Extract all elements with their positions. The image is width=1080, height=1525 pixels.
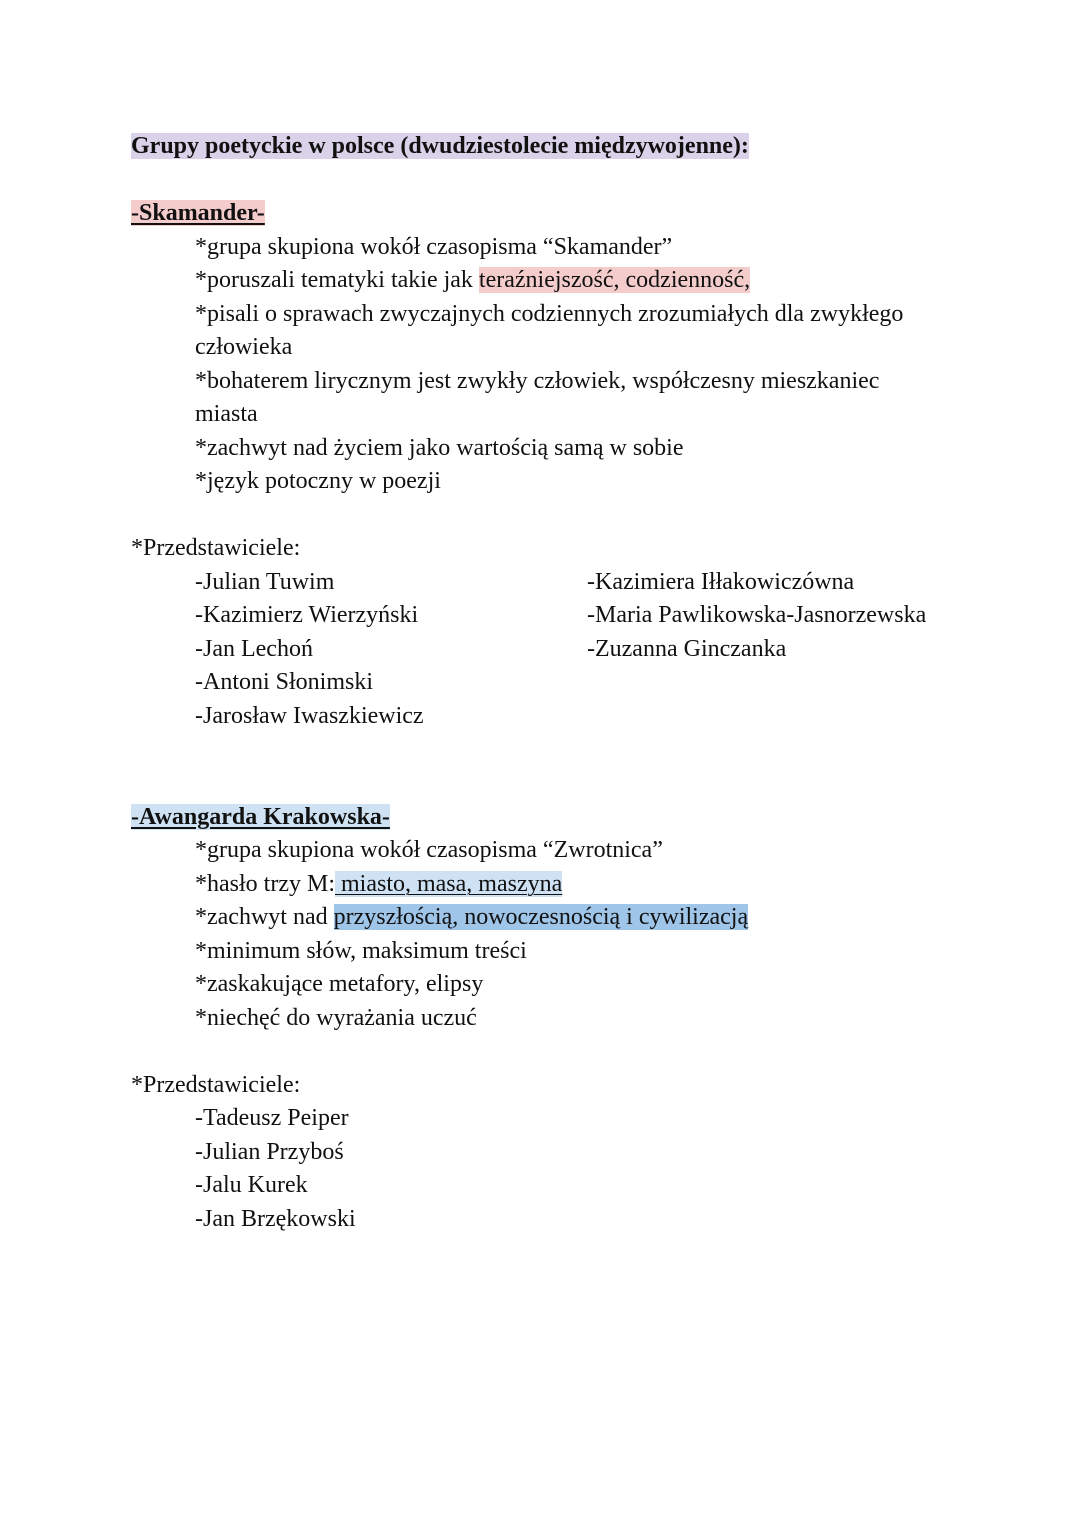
document-title (131, 130, 749, 164)
skamander-point-4-cont: miasta (195, 401, 258, 427)
awangarda-point-6: *niechęć do wyrażania uczuć (195, 1005, 477, 1031)
skamander-rep: -Antoni Słonimski (195, 669, 374, 695)
skamander-representatives-label: *Przedstawiciele: (131, 535, 301, 561)
skamander-rep: -Jarosław Iwaszkiewicz (195, 703, 424, 729)
skamander-point-5: *zachwyt nad życiem jako wartością samą w sobie (195, 435, 684, 461)
skamander-rep: -Julian Tuwim (195, 569, 335, 595)
section-heading-awangarda: -Awangarda Krakowska- (131, 804, 390, 830)
highlight-topics: teraźniejszość, codzienność, (478, 267, 751, 293)
skamander-point-4: *bohaterem lirycznym jest zwykły człowiek, współczesny mieszkaniec (195, 368, 880, 394)
skamander-rep-col2: -Kazimiera Iłłakowiczówna (587, 569, 855, 595)
awangarda-rep: -Jalu Kurek (195, 1172, 308, 1198)
awangarda-point-1: *grupa skupiona wokół czasopisma “Zwrotnica” (195, 837, 663, 863)
awangarda-point-2: *hasło trzy M: miasto, masa, maszyna (195, 871, 563, 897)
awangarda-point-5: *zaskakujące metafory, elipsy (195, 971, 484, 997)
skamander-rep-col2: -Zuzanna Ginczanka (587, 636, 787, 662)
skamander-point-3: *pisali o sprawach zwyczajnych codziennych zrozumiałych dla zwykłego (195, 301, 904, 327)
highlight-future: przyszłością, nowoczesnością i cywilizacją (333, 904, 749, 930)
skamander-rep-col2: -Maria Pawlikowska-Jasnorzewska (587, 602, 927, 628)
title-text: Grupy poetyckie w polsce (dwudziestolecie międzywojenne): (131, 133, 749, 159)
awangarda-rep: -Tadeusz Peiper (195, 1105, 349, 1131)
highlight-three-m: miasto, masa, maszyna (334, 871, 563, 897)
awangarda-representatives-label: *Przedstawiciele: (131, 1072, 301, 1098)
awangarda-rep: -Julian Przyboś (195, 1139, 344, 1165)
awangarda-point-4: *minimum słów, maksimum treści (195, 938, 527, 964)
awangarda-rep: -Jan Brzękowski (195, 1206, 356, 1232)
skamander-rep: -Jan Lechoń (195, 636, 313, 662)
awangarda-point-3: *zachwyt nad przyszłością, nowoczesnością i cywilizacją (195, 904, 749, 930)
skamander-point-6: *język potoczny w poezji (195, 468, 441, 494)
skamander-rep: -Kazimierz Wierzyński (195, 602, 419, 628)
skamander-point-1: *grupa skupiona wokół czasopisma “Skamander” (195, 234, 673, 260)
section-heading-skamander: -Skamander- (131, 200, 265, 226)
skamander-point-2: *poruszali tematyki takie jak teraźniejszość, codzienność, (195, 267, 751, 293)
skamander-point-3-cont: człowieka (195, 334, 293, 360)
